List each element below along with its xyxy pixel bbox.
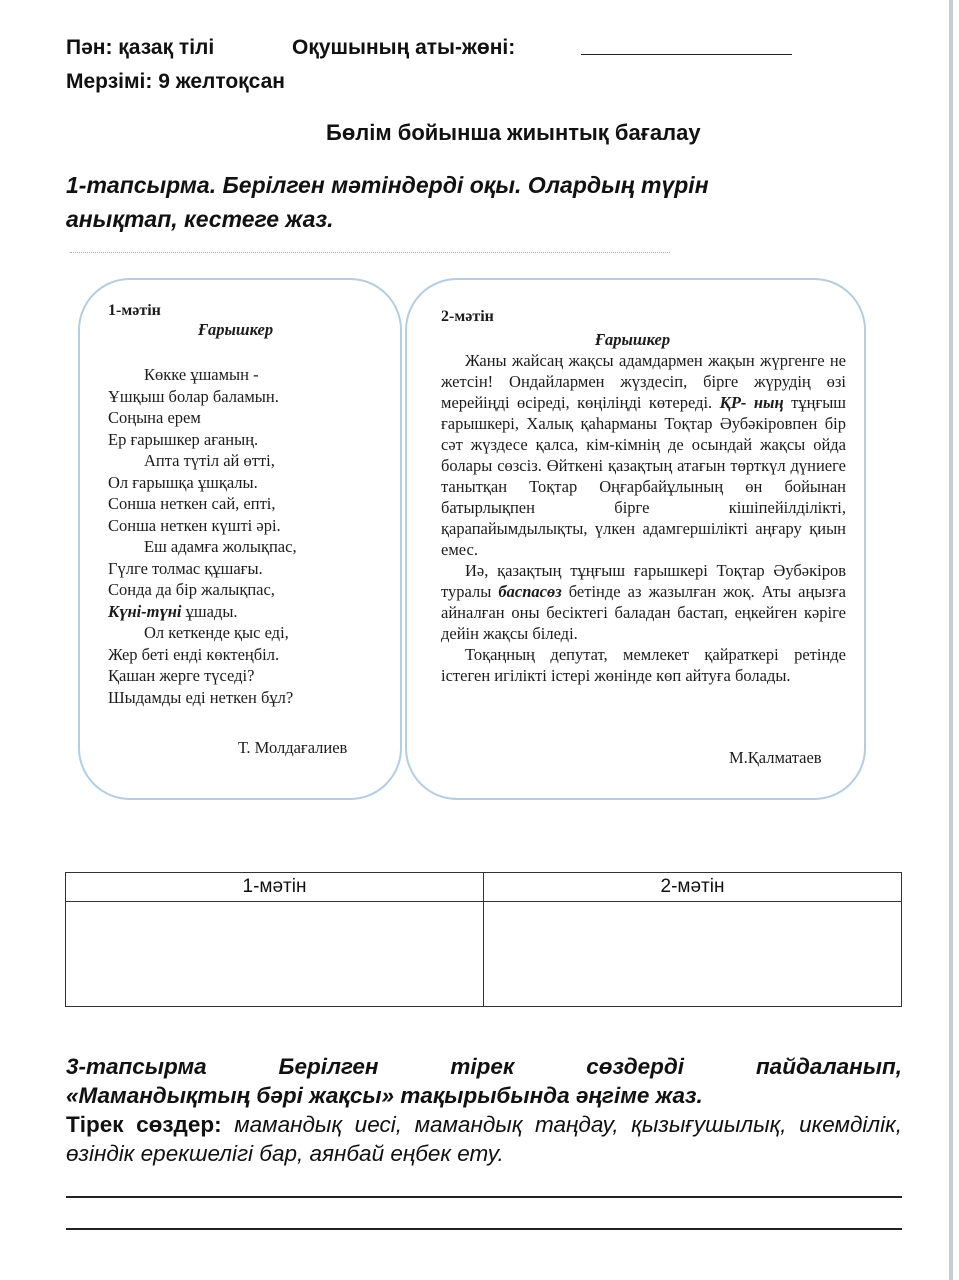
- keywords-list: мамандық иесі, мамандық таңдау, қызығушылық, икемділік, өзіндік ерекшелігі бар, аянбай еңбек ету.: [66, 1112, 902, 1166]
- section-title: Бөлім бойынша жиынтық бағалау: [326, 120, 701, 145]
- dotted-divider: [70, 252, 670, 253]
- poem-line: Сонша неткен күшті әрі.: [108, 515, 281, 535]
- text2-p2-a: Иә, қазақтың тұңғыш ғарышкері Тоқтар Әубәкіров туралы: [441, 561, 846, 601]
- task3-word: тірек: [450, 1054, 515, 1079]
- poem-line: Сонша неткен сай, епті,: [108, 494, 276, 513]
- subject-label: Пән: қазақ тілі: [66, 36, 215, 59]
- task3-heading-line1: [66, 1052, 902, 1081]
- text2-author: М.Қалматаев: [729, 748, 822, 767]
- text1-panel: [78, 278, 402, 800]
- text1-poem: [108, 364, 388, 708]
- task3-word: пайдаланып,: [755, 1054, 902, 1079]
- text2-paragraph: [441, 560, 846, 644]
- table-header-text2: 2-мәтін: [484, 873, 902, 902]
- poem-line: Ол ғарышқа ұшқалы.: [108, 472, 258, 492]
- text1-author: Т. Молдағалиев: [238, 738, 348, 757]
- poem-line: Көкке ұшамын -: [144, 365, 259, 384]
- text2-panel: [405, 278, 866, 800]
- text1-title: Ғарышкер: [198, 320, 274, 339]
- task3-word: сөздерді: [586, 1054, 685, 1079]
- text2-p1-c: тұңғыш ғарышкері, Халық қаһарманы Тоқтар Әубәкіровпен бір сәт жүздесе қалса, кім-кімнің де осындай жақсы ойда болары сөзсіз. Өйткені қазақтың атағын төрткүл дүниеге танытқан Тоқтар Оңғарбайұлының өн бойынан батырлықпен бірге кішіпейілділікті, қарапайымдылықты, үлкен адамгершілікті аңғару қиын емес.: [441, 393, 847, 559]
- text2-paragraph: Тоқаңның депутат, мемлекет қайраткері ретінде істеген игілікті істері жөнінде көп айтуға болады.: [441, 645, 846, 685]
- task1-instruction: [66, 168, 826, 236]
- poem-line: Ұшқыш болар баламын.: [108, 386, 279, 406]
- poem-line: Қашан жерге түседі?: [108, 666, 255, 685]
- task3-word: Берілген: [278, 1054, 379, 1079]
- poem-line: Еш адамға жолықпас,: [144, 537, 297, 556]
- task3-heading-line2: «Мамандықтың бәрі жақсы» тақырыбында әңгіме жаз.: [66, 1083, 703, 1108]
- text2-label: 2-мәтін: [441, 308, 494, 325]
- poem-line: [108, 601, 388, 623]
- task1-line1: 1-тапсырма. Берілген мәтіндерді оқы. Олардың түрін: [66, 172, 709, 198]
- poem-line: Апта түтіл ай өтті,: [144, 451, 275, 470]
- answer-cell-text2[interactable]: [484, 902, 902, 1007]
- text2-p2-emphasis: баспасөз: [498, 582, 562, 601]
- table-header-row: [66, 873, 902, 902]
- poem-emphasis: Күні-түні: [108, 601, 182, 621]
- table-header-text1: 1-мәтін: [66, 873, 484, 902]
- task1-line2: анықтап, кестеге жаз.: [66, 206, 334, 232]
- text2-title: Ғарышкер: [595, 330, 671, 349]
- answer-line[interactable]: [66, 1196, 902, 1198]
- task3-instruction: [66, 1052, 902, 1168]
- text2-body: [441, 350, 846, 686]
- poem-line: Ол кеткенде қыс еді,: [144, 623, 289, 642]
- text1-label: 1-мәтін: [108, 302, 161, 319]
- keywords-label: Тірек сөздер:: [66, 1112, 222, 1137]
- poem-line: Сонда да бір жалықпас,: [108, 580, 275, 599]
- poem-line: Шыдамды еді неткен бұл?: [108, 687, 294, 707]
- text2-paragraph: [441, 350, 846, 560]
- answer-table: [65, 872, 902, 1007]
- text2-p2-c: бетінде аз жазылған жоқ. Аты аңызға айналған оны бесіктегі баладан бастап, еңкейген кәріге дейін жақсы біледі.: [441, 582, 846, 643]
- poem-line: Жер беті енді көктеңбіл.: [108, 644, 280, 664]
- answer-cell-text1[interactable]: [66, 902, 484, 1007]
- text2-p1-a: Жаны жайсаң жақсы адамдармен жақын жүргенге не жетсін! Ондайлармен жүздесіп, бірге жүрудің өзі мерейіңді өсіреді, көңіліңді көтереді.: [441, 351, 846, 412]
- task3-word: 3-тапсырма: [66, 1054, 207, 1079]
- poem-line-rest: ұшады.: [181, 601, 238, 621]
- poem-line: Соңына ерем: [108, 408, 201, 427]
- student-name-blank[interactable]: [581, 54, 792, 55]
- poem-line: Ер ғарышкер ағаның.: [108, 429, 259, 449]
- student-name-label: Оқушының аты-жөні:: [292, 36, 516, 59]
- task3-keywords: [66, 1110, 902, 1168]
- deadline-label: Мерзімі: 9 желтоқсан: [66, 70, 285, 93]
- text2-p1-emphasis: ҚР- ның: [719, 393, 784, 412]
- table-answer-row: [66, 902, 902, 1007]
- poem-line: Гүлге толмас құшағы.: [108, 558, 263, 578]
- answer-line[interactable]: [66, 1228, 902, 1230]
